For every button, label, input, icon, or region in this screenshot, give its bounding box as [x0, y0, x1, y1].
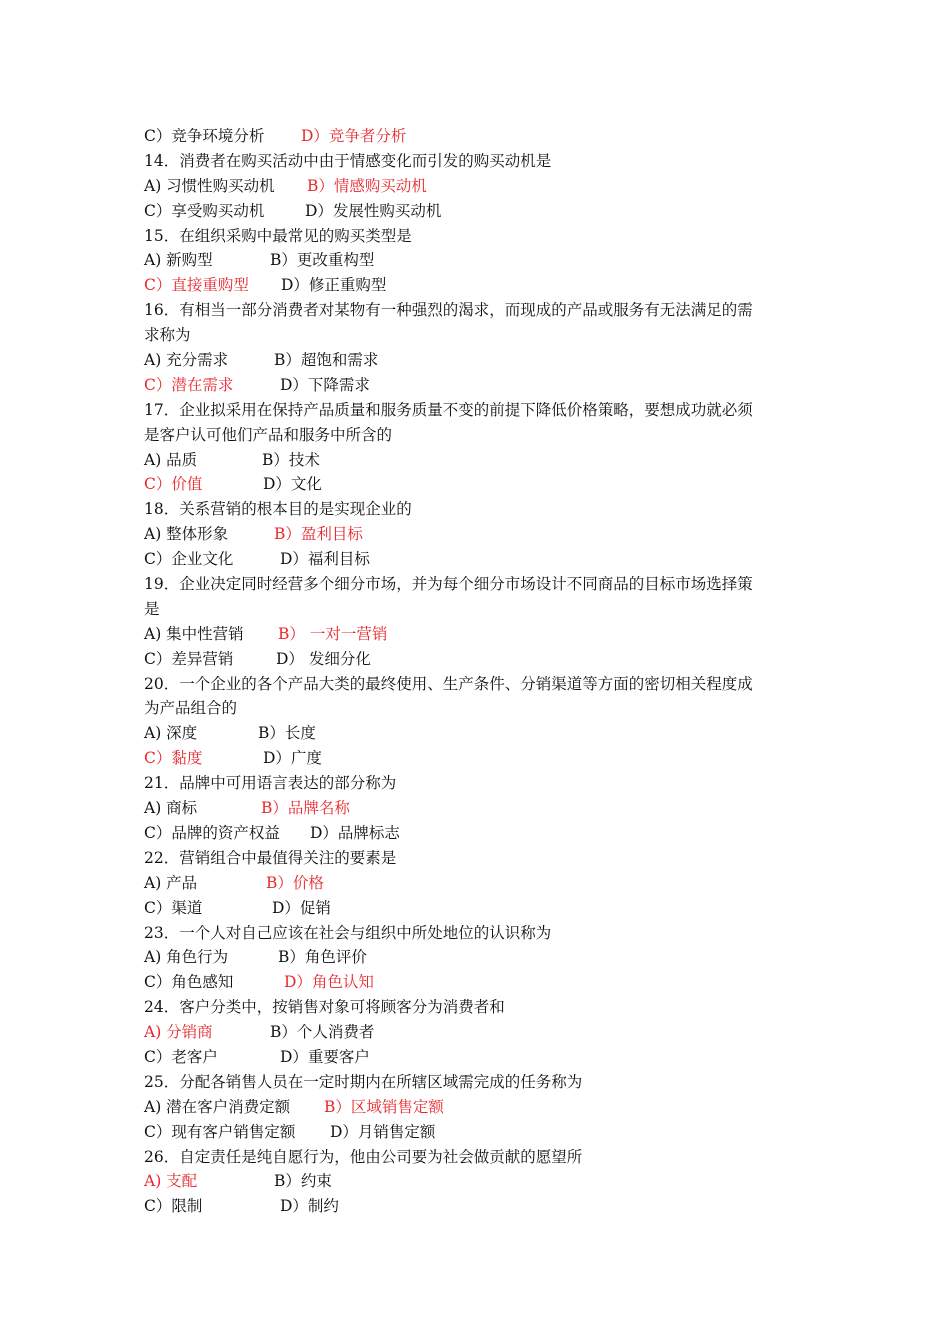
question-text: 20．一个企业的各个产品大类的最终使用、生产条件、分销渠道等方面的密切相关程度成 [144, 674, 753, 693]
question-text-line [144, 1070, 814, 1095]
option: C）现有客户销售定额 [144, 1122, 296, 1141]
options-line [144, 273, 814, 298]
document-page [144, 124, 814, 1219]
option: C）角色感知 [144, 973, 234, 992]
option: D）广度 [263, 749, 322, 768]
option: A) 商标 [144, 799, 198, 818]
option: A) 集中性营销 [144, 624, 244, 643]
options-line [144, 448, 814, 473]
question-text: 是客户认可他们产品和服务中所含的 [144, 425, 393, 444]
answer-option: B）盈利目标 [274, 525, 363, 544]
option: A) 充分需求 [144, 351, 229, 370]
answer-option: C）黏度 [144, 749, 203, 768]
option: D）修正重购型 [281, 276, 387, 295]
question-text: 求称为 [144, 326, 191, 345]
question-text-line [144, 995, 814, 1020]
options-line [144, 1020, 814, 1045]
option: A) 习惯性购买动机 [144, 176, 275, 195]
question-text-line [144, 672, 814, 697]
answer-option: C）潜在需求 [144, 375, 234, 394]
option: C）渠道 [144, 898, 203, 917]
option: C）限制 [144, 1197, 203, 1216]
option: A) 品质 [144, 450, 198, 469]
options-line [144, 721, 814, 746]
question-text: 24．客户分类中，按销售对象可将顾客分为消费者和 [144, 998, 505, 1017]
options-line [144, 472, 814, 497]
question-text: 23．一个人对自己应该在社会与组织中所处地位的认识称为 [144, 923, 552, 942]
question-text: 25．分配各销售人员在一定时期内在所辖区域需完成的任务称为 [144, 1072, 583, 1091]
option: C）享受购买动机 [144, 201, 265, 220]
options-line [144, 945, 814, 970]
option: C）老客户 [144, 1047, 218, 1066]
option: B）技术 [262, 450, 320, 469]
options-line [144, 647, 814, 672]
option: B）个人消费者 [270, 1023, 375, 1042]
option: D）发展性购买动机 [305, 201, 442, 220]
option: D）文化 [263, 475, 322, 494]
option: C）差异营销 [144, 649, 234, 668]
options-line [144, 821, 814, 846]
answer-option: B） 一对一营销 [278, 624, 388, 643]
question-text-line [144, 423, 814, 448]
question-text: 15．在组织采购中最常见的购买类型是 [144, 226, 412, 245]
options-line [144, 373, 814, 398]
question-text-line [144, 298, 814, 323]
options-line [144, 1045, 814, 1070]
question-text-line [144, 696, 814, 721]
option: D）福利目标 [280, 550, 370, 569]
options-line [144, 348, 814, 373]
answer-option: B）价格 [266, 873, 324, 892]
option: D）月销售定额 [330, 1122, 436, 1141]
option: A) 角色行为 [144, 948, 229, 967]
answer-option: B）品牌名称 [261, 799, 350, 818]
option: B）约束 [274, 1172, 332, 1191]
options-line [144, 796, 814, 821]
options-line [144, 522, 814, 547]
answer-option: B）情感购买动机 [307, 176, 427, 195]
option: A) 产品 [144, 873, 198, 892]
question-text: 是 [144, 599, 160, 618]
options-line [144, 1120, 814, 1145]
options-line [144, 199, 814, 224]
options-line [144, 871, 814, 896]
options-line [144, 1095, 814, 1120]
options-line [144, 124, 814, 149]
options-line [144, 896, 814, 921]
question-text-line [144, 921, 814, 946]
option: D）重要客户 [280, 1047, 370, 1066]
question-text-line [144, 149, 814, 174]
question-text-line [144, 846, 814, 871]
question-text-line [144, 497, 814, 522]
question-text-line [144, 771, 814, 796]
option: D）制约 [280, 1197, 339, 1216]
answer-option: A) 分销商 [144, 1023, 213, 1042]
options-line [144, 248, 814, 273]
answer-option: D）竞争者分析 [301, 127, 407, 145]
question-text-line [144, 1145, 814, 1170]
answer-option: A) 支配 [144, 1172, 198, 1191]
question-text: 22．营销组合中最值得关注的要素是 [144, 848, 397, 867]
question-text-line [144, 597, 814, 622]
option: B）角色评价 [278, 948, 367, 967]
question-text: 17．企业拟采用在保持产品质量和服务质量不变的前提下降低价格策略，要想成功就必须 [144, 400, 753, 419]
option: C）品牌的资产权益 [144, 823, 280, 842]
question-text: 14．消费者在购买活动中由于情感变化而引发的购买动机是 [144, 151, 552, 170]
options-line [144, 622, 814, 647]
question-text-line [144, 323, 814, 348]
answer-option: C）直接重购型 [144, 276, 249, 295]
answer-option: C）价值 [144, 475, 203, 494]
options-line [144, 970, 814, 995]
question-text: 19．企业决定同时经营多个细分市场，并为每个细分市场设计不同商品的目标市场选择策 [144, 575, 753, 594]
option: D）品牌标志 [310, 823, 400, 842]
option: B）更改重构型 [270, 251, 375, 270]
option: D）促销 [272, 898, 331, 917]
answer-option: D）角色认知 [284, 973, 374, 992]
answer-option: B）区域销售定额 [324, 1097, 444, 1116]
option: A) 新购型 [144, 251, 213, 270]
option: A) 深度 [144, 724, 198, 743]
options-line [144, 746, 814, 771]
option: B）长度 [258, 724, 316, 743]
options-line [144, 1169, 814, 1194]
option: C）竞争环境分析 [144, 127, 265, 145]
option: C）企业文化 [144, 550, 234, 569]
option: A) 潜在客户消费定额 [144, 1097, 291, 1116]
question-text: 21．品牌中可用语言表达的部分称为 [144, 774, 397, 793]
option: D） 发细分化 [276, 649, 371, 668]
options-line [144, 174, 814, 199]
question-text: 18．关系营销的根本目的是实现企业的 [144, 500, 412, 519]
question-text: 16．有相当一部分消费者对某物有一种强烈的渴求，而现成的产品或服务有无法满足的需 [144, 301, 753, 320]
question-text: 26．自定责任是纯自愿行为，他由公司要为社会做贡献的愿望所 [144, 1147, 583, 1166]
question-text: 为产品组合的 [144, 699, 238, 718]
option: D）下降需求 [280, 375, 370, 394]
question-text-line [144, 224, 814, 249]
question-text-line [144, 572, 814, 597]
question-text-line [144, 398, 814, 423]
options-line [144, 547, 814, 572]
option: A) 整体形象 [144, 525, 229, 544]
option: B）超饱和需求 [274, 351, 379, 370]
options-line [144, 1194, 814, 1219]
